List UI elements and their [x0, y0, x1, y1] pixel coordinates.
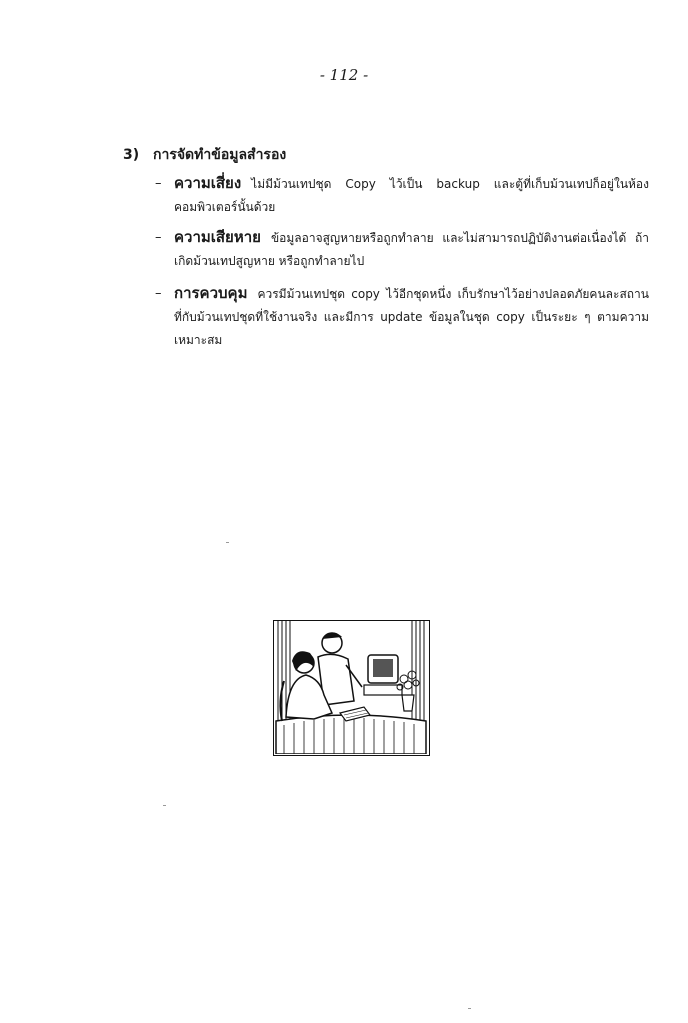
- page-number: - 112 -: [319, 66, 369, 84]
- scan-speck: [163, 805, 166, 806]
- list-item-risk: [155, 172, 649, 219]
- item-text: ไม่มีม้วนเทปชุด Copy ไว้เป็น backup และตู้ที่เก็บม้วนเทปก็อยู่ในห้องคอมพิวเตอร์นั้นด้วย: [174, 177, 649, 214]
- bullet-dash: –: [155, 286, 162, 301]
- bullet-dash: –: [155, 176, 162, 191]
- item-term: ความเสียหาย: [174, 228, 261, 246]
- bullet-dash: –: [155, 230, 162, 245]
- office-illustration-icon: [274, 621, 428, 754]
- list-item-control: [155, 282, 649, 352]
- item-term: ความเสี่ยง: [174, 174, 242, 192]
- section-number: 3): [123, 147, 140, 163]
- item-text: ควรมีม้วนเทปชุด copy ไว้อีกชุดหนึ่ง เก็บรักษาไว้อย่างปลอดภัยคนละสถานที่กับม้วนเทปชุดที่ใช้งานจริง และมีการ update ข้อมูลในชุด copy เป็นระยะ ๆ ตามความเหมาะสม: [174, 287, 649, 347]
- item-term: การควบคุม: [174, 284, 248, 302]
- section-heading: [123, 144, 286, 166]
- section-title: การจัดทำข้อมูลสำรอง: [153, 147, 287, 163]
- scan-speck: [226, 542, 229, 543]
- list-item-damage: [155, 226, 649, 273]
- item-text: ข้อมูลอาจสูญหายหรือถูกทำลาย และไม่สามารถปฏิบัติงานต่อเนื่องได้ ถ้าเกิดม้วนเทปสูญหาย หรือถูกทำลายไป: [174, 231, 649, 268]
- scan-speck: [468, 1008, 471, 1009]
- office-workers-at-computer-illustration: [273, 620, 430, 756]
